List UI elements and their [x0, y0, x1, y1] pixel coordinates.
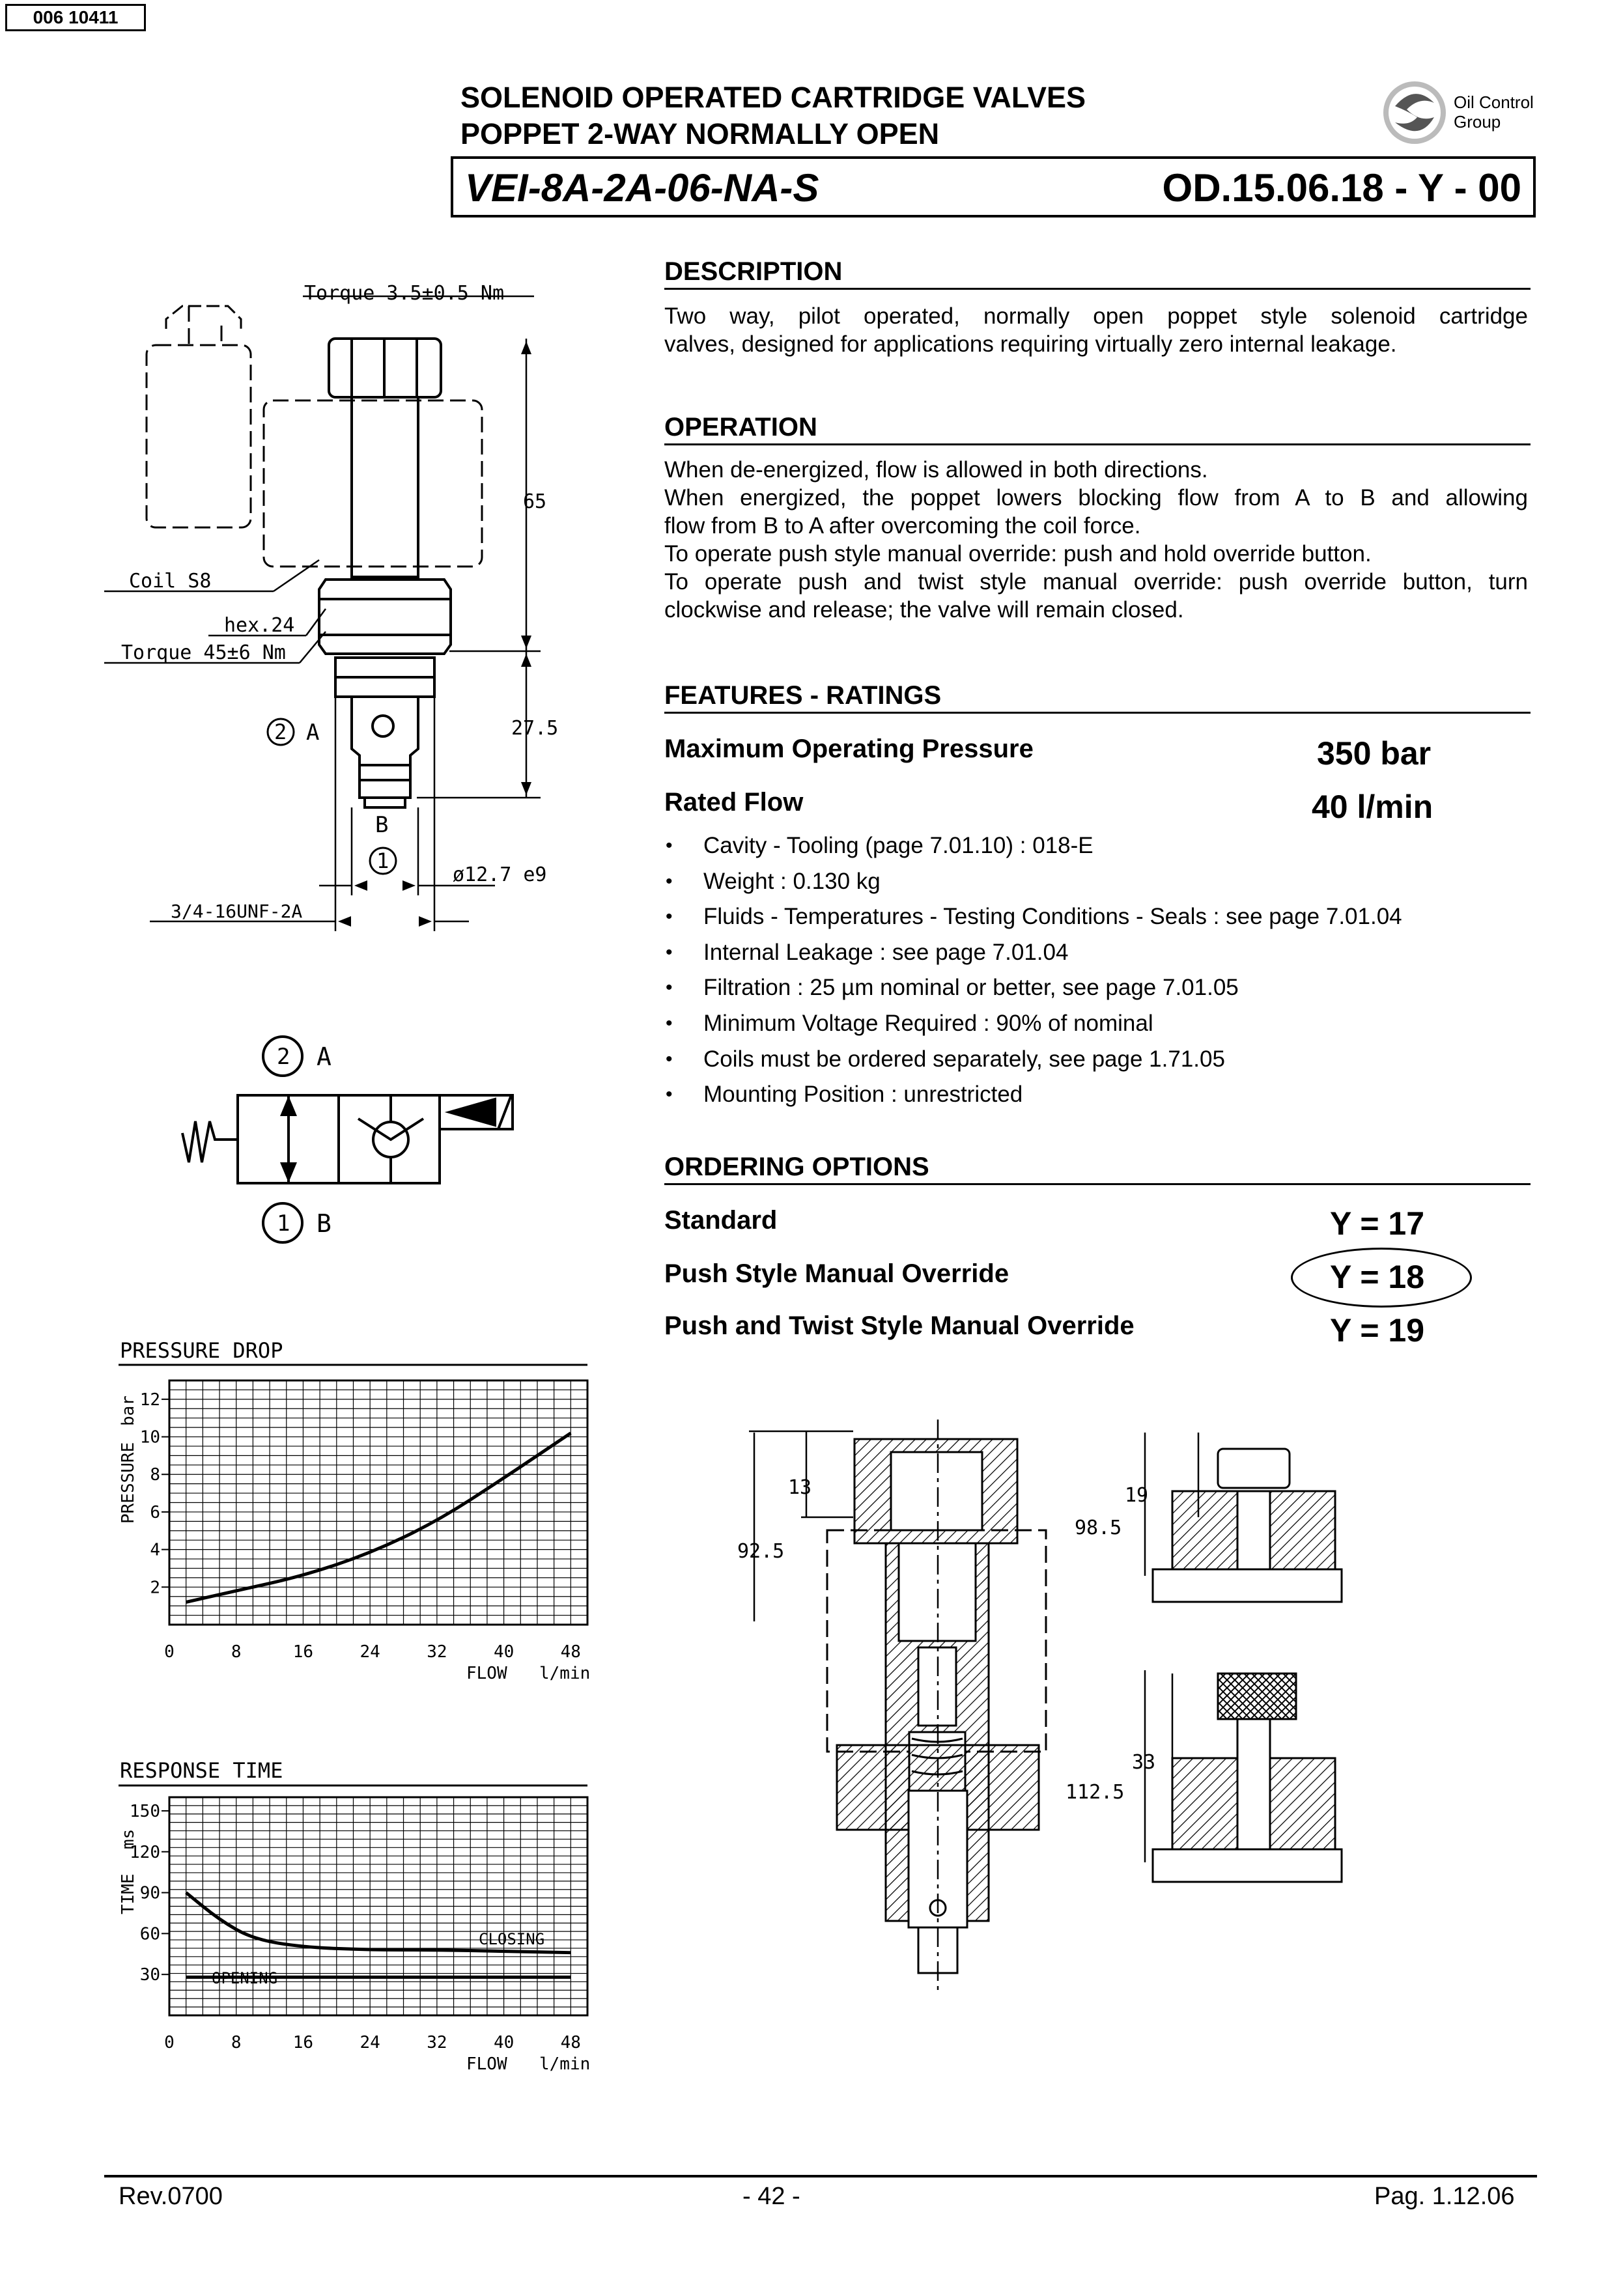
- feature-list: [666, 828, 1532, 1113]
- feature-item: • Weight : 0.130 kg: [666, 864, 1532, 900]
- ordering-option-label: Standard: [664, 1206, 778, 1235]
- company-logo: [1381, 77, 1550, 148]
- dim-33-label: 33: [1132, 1751, 1156, 1774]
- pressure-xlabel-2: l/min: [539, 1664, 591, 1683]
- features-heading: FEATURES - RATINGS: [664, 681, 1531, 714]
- model-number: VEI-8A-2A-06-NA-S: [465, 166, 819, 210]
- x-tick-label: 0: [164, 2033, 175, 2052]
- description-text: [664, 302, 1528, 358]
- rated-flow-label: Rated Flow: [664, 788, 804, 817]
- y-tick-label: 90: [139, 1883, 160, 1903]
- operation-line: When de-energized, flow is allowed in both directions.: [664, 457, 1208, 483]
- description-line: valves, designed for applications requiring virtually zero internal leakage.: [664, 331, 1397, 357]
- response-ylabel-2: ms: [119, 1828, 138, 1849]
- response-x-ticks: [164, 2033, 581, 2052]
- operation-line: flow from B to A after overcoming the coil force.: [664, 513, 1141, 539]
- x-tick-label: 24: [360, 2033, 380, 2052]
- y-tick-label: 120: [130, 1842, 160, 1862]
- x-tick-label: 48: [560, 1642, 581, 1662]
- response-xlabel-1: FLOW: [466, 2054, 507, 2074]
- operation-heading: OPERATION: [664, 413, 1531, 445]
- pressure-y-ticks: [140, 1390, 169, 1597]
- dim-65-label: 65: [523, 490, 547, 513]
- rated-flow-value: 40 l/min: [1312, 789, 1433, 825]
- closing-label: CLOSING: [479, 1930, 545, 1948]
- x-tick-label: 8: [231, 2033, 242, 2052]
- response-time-chart: [104, 1758, 599, 2084]
- y-tick-label: 12: [139, 1390, 160, 1410]
- diameter-label: ø12.7 e9: [453, 863, 547, 886]
- operation-text: [664, 456, 1528, 624]
- symbol-port-1: 1: [277, 1211, 290, 1237]
- ordering-heading: ORDERING OPTIONS: [664, 1153, 1531, 1185]
- dim-98-5-label: 98.5: [1075, 1517, 1122, 1539]
- feature-item: • Minimum Voltage Required : 90% of nominal: [666, 1006, 1532, 1042]
- pressure-ylabel-2: bar: [119, 1395, 138, 1426]
- y-tick-label: 2: [150, 1578, 160, 1598]
- thread-label: 3/4-16UNF-2A: [171, 901, 303, 922]
- x-tick-label: 24: [360, 1642, 380, 1662]
- x-tick-label: 0: [164, 1642, 175, 1662]
- footer-rule: [104, 2175, 1537, 2177]
- torque-top-label: Torque 3.5±0.5 Nm: [304, 282, 505, 305]
- x-tick-label: 8: [231, 1642, 242, 1662]
- pressure-drop-chart: [104, 1328, 599, 1693]
- operation-line: When energized, the poppet lowers blocking flow from A to B and allowing: [664, 485, 1528, 511]
- x-tick-label: 16: [292, 2033, 314, 2052]
- y-tick-label: 8: [150, 1465, 160, 1485]
- feature-item: • Mounting Position : unrestricted: [666, 1077, 1532, 1113]
- x-tick-label: 16: [292, 1642, 314, 1662]
- x-tick-label: 40: [493, 1642, 515, 1662]
- x-tick-label: 32: [427, 2033, 447, 2052]
- response-chart-title: RESPONSE TIME: [120, 1758, 283, 1783]
- ordering-option-value: Y = 18: [1330, 1259, 1425, 1295]
- pressure-ylabel-1: PRESSURE: [119, 1442, 138, 1524]
- ordering-option-value: Y = 19: [1330, 1312, 1425, 1349]
- feature-item: • Cavity - Tooling (page 7.01.10) : 018-E: [666, 828, 1532, 864]
- document-code: 006 10411: [5, 4, 146, 31]
- description-heading: DESCRIPTION: [664, 257, 1531, 290]
- section-drawings: [716, 1413, 1368, 1999]
- feature-item: • Filtration : 25 µm nominal or better, see page 7.01.05: [666, 970, 1532, 1006]
- opening-label: OPENING: [212, 1969, 278, 1987]
- y-tick-label: 150: [130, 1801, 160, 1821]
- max-pressure-label: Maximum Operating Pressure: [664, 735, 1034, 763]
- pressure-drop-series: [186, 1433, 571, 1603]
- symbol-port-2: 2: [277, 1044, 290, 1070]
- description-line: Two way, pilot operated, normally open poppet style solenoid cartridge: [664, 303, 1528, 329]
- pressure-xlabel-1: FLOW: [466, 1664, 507, 1683]
- symbol-port-b: B: [317, 1209, 332, 1238]
- symbol-port-a: A: [317, 1043, 332, 1071]
- ordering-option-label: Push Style Manual Override: [664, 1259, 1009, 1288]
- valve-outline-drawing: [104, 273, 625, 951]
- x-tick-label: 40: [493, 2033, 515, 2052]
- y-tick-label: 4: [150, 1540, 160, 1560]
- port-2-label: 2: [274, 720, 287, 744]
- feature-item: • Internal Leakage : see page 7.01.04: [666, 935, 1532, 971]
- port-b-label: B: [375, 812, 389, 838]
- pressure-chart-grid: [169, 1380, 587, 1625]
- logo-icon: [1381, 77, 1550, 148]
- x-tick-label: 48: [560, 2033, 581, 2052]
- max-pressure-value: 350 bar: [1317, 735, 1432, 772]
- coil-label: Coil S8: [129, 570, 212, 593]
- hydraulic-symbol: [176, 1022, 528, 1257]
- footer-revision: Rev.0700: [119, 2183, 223, 2210]
- dim-112-5-label: 112.5: [1066, 1781, 1125, 1804]
- dim-92-5-label: 92.5: [737, 1540, 785, 1563]
- catalog-code: OD.15.06.18 - Y - 00: [1162, 166, 1521, 210]
- y-tick-label: 30: [139, 1965, 160, 1985]
- pressure-chart-title: PRESSURE DROP: [120, 1338, 283, 1363]
- operation-line: To operate push and twist style manual override: push override button, turn: [664, 569, 1528, 595]
- header-line-1: SOLENOID OPERATED CARTRIDGE VALVES: [460, 81, 1086, 114]
- feature-item: • Coils must be ordered separately, see page 1.71.05: [666, 1042, 1532, 1078]
- hex-label: hex.24: [224, 614, 295, 637]
- port-a-label: A: [306, 720, 320, 746]
- pressure-x-ticks: [164, 1642, 581, 1662]
- torque-hex-label: Torque 45±6 Nm: [121, 641, 286, 664]
- ordering-option-value: Y = 17: [1330, 1205, 1425, 1242]
- port-1-label: 1: [376, 848, 389, 873]
- feature-item: • Fluids - Temperatures - Testing Conditions - Seals : see page 7.01.04: [666, 899, 1532, 935]
- y-tick-label: 60: [139, 1924, 160, 1944]
- dim-19-label: 19: [1125, 1484, 1149, 1507]
- response-ylabel-1: TIME: [119, 1873, 138, 1914]
- dim-13-label: 13: [788, 1476, 812, 1499]
- operation-line: To operate push style manual override: push and hold override button.: [664, 541, 1372, 567]
- y-tick-label: 10: [139, 1427, 160, 1448]
- selected-option-circle: [1291, 1248, 1472, 1308]
- y-tick-label: 6: [150, 1502, 160, 1522]
- response-xlabel-2: l/min: [539, 2054, 591, 2074]
- dim-27-5-label: 27.5: [511, 717, 559, 740]
- footer-page-number: - 42 -: [742, 2183, 800, 2210]
- header-line-2: POPPET 2-WAY NORMALLY OPEN: [460, 117, 940, 150]
- logo-text-2: Group: [1454, 112, 1501, 132]
- x-tick-label: 32: [427, 1642, 447, 1662]
- footer-page-ref: Pag. 1.12.06: [1374, 2183, 1515, 2210]
- title-box: [451, 156, 1536, 217]
- operation-line: clockwise and release; the valve will remain closed.: [664, 597, 1184, 623]
- logo-text-1: Oil Control: [1454, 92, 1534, 112]
- ordering-option-label: Push and Twist Style Manual Override: [664, 1311, 1135, 1340]
